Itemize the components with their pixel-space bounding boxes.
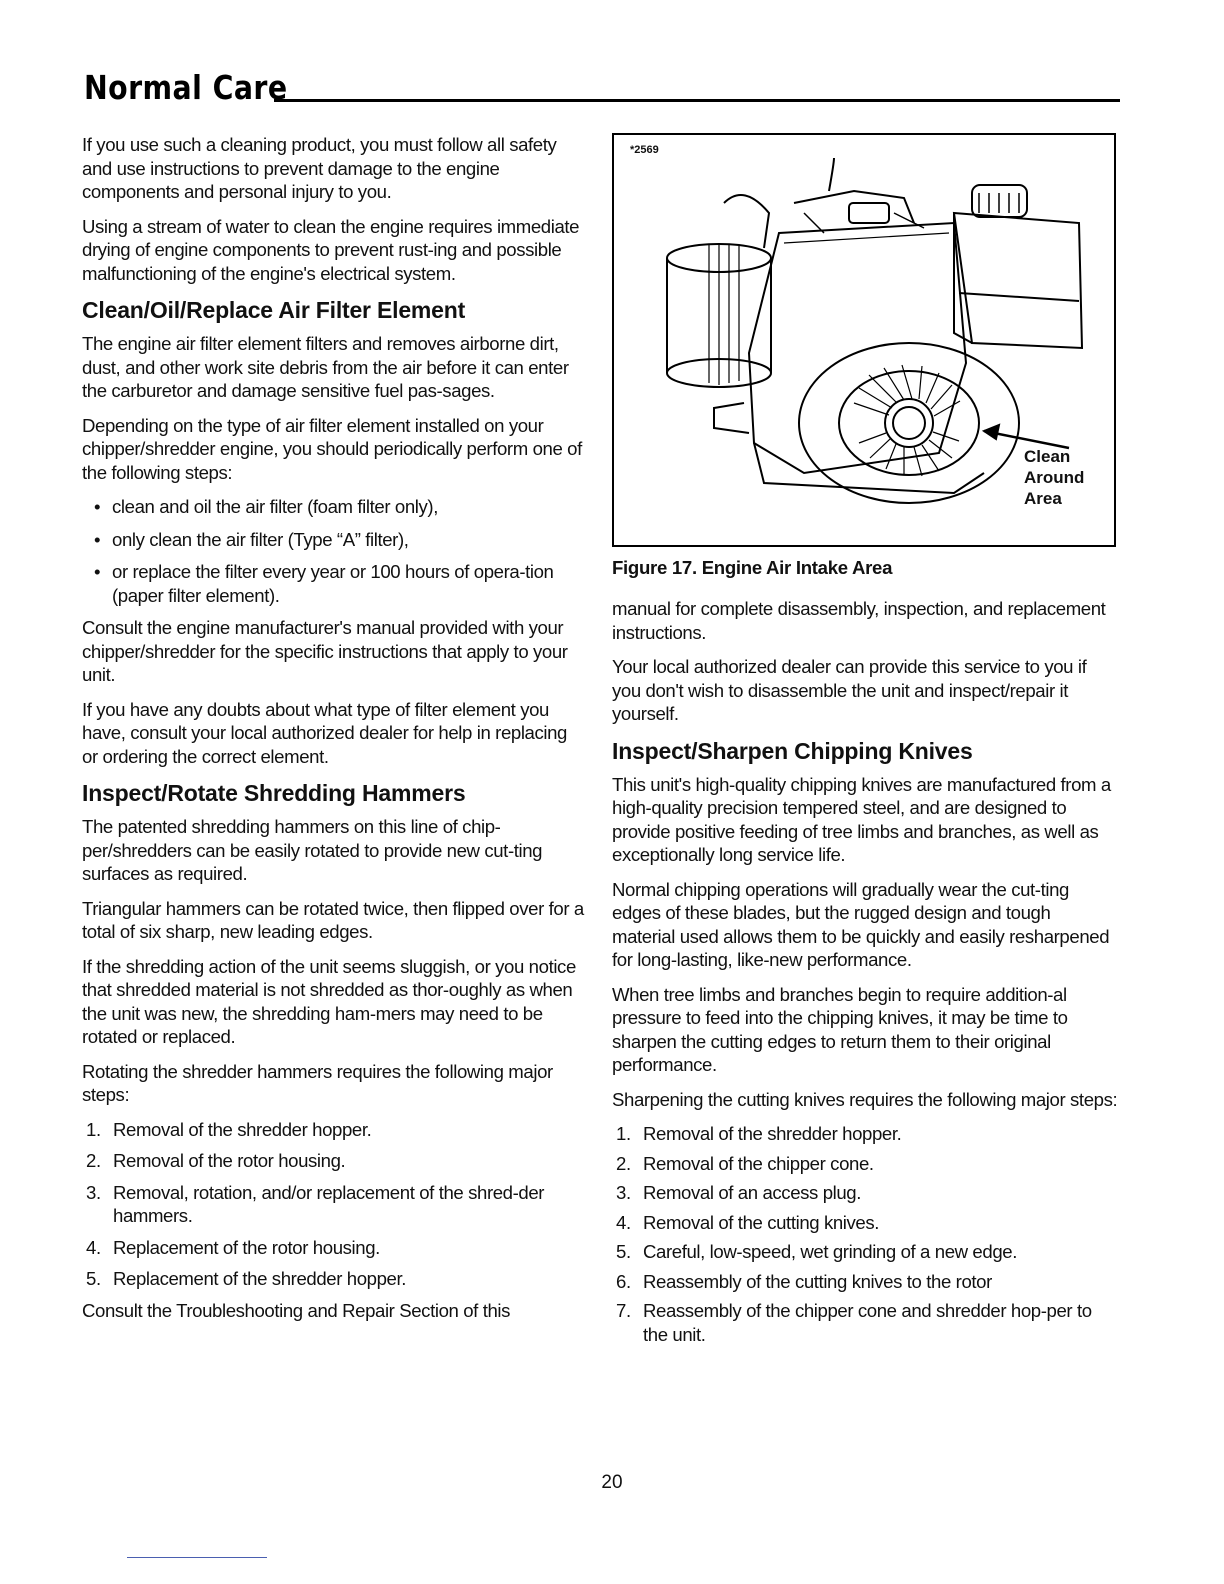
step-text: Removal of the chipper cone. — [643, 1152, 874, 1174]
page-header — [84, 68, 1120, 108]
list-item — [612, 1211, 1118, 1235]
list-item — [82, 495, 584, 519]
step-number: 3. — [616, 1182, 631, 1203]
step-number: 1. — [616, 1123, 631, 1144]
bullet-icon: • — [94, 496, 101, 517]
paragraph: Sharpening the cutting knives requires the following major steps: — [612, 1088, 1118, 1110]
step-text: Removal, rotation, and/or replacement of the shred-der hammers. — [113, 1181, 545, 1226]
step-text: Removal of the cutting knives. — [643, 1211, 880, 1233]
bullet-icon: • — [94, 561, 101, 582]
figure-caption: Figure 17. Engine Air Intake Area — [612, 557, 893, 578]
section-title: Normal Care — [84, 68, 288, 107]
paragraph: manual for complete disassembly, inspection, and replacement instructions. — [612, 598, 1106, 643]
step-number: 2. — [86, 1150, 101, 1171]
callout-line: Area — [1024, 489, 1062, 508]
paragraph: The engine air filter element filters and removes airborne dirt, dust, and other work site debris from the air before it can enter the carburetor and damage sensitive fuel pas-sages. — [82, 333, 569, 401]
list-item — [612, 1240, 1118, 1264]
step-number: 3. — [86, 1181, 101, 1203]
paragraph: Triangular hammers can be rotated twice, then flipped over for a total of six sharp, new leading edges. — [82, 897, 584, 942]
paragraph: The patented shredding hammers on this line of chip-per/shredders can be easily rotated to provide new cut-ting surfaces as required. — [82, 816, 543, 884]
paragraph: When tree limbs and branches begin to require addition-al pressure to feed into the chipping knives, it may be time to sharpen the cutting edges to return them to their original performance. — [612, 983, 1068, 1075]
step-text: Removal of the shredder hopper. — [643, 1123, 902, 1144]
figure-callout — [1024, 446, 1084, 509]
paragraph: Rotating the shredder hammers requires the following major steps: — [82, 1060, 553, 1105]
list-item — [82, 1149, 584, 1173]
bullet-icon: • — [94, 528, 101, 550]
list-item — [82, 1236, 584, 1260]
paragraph: This unit's high-quality chipping knives are manufactured from a high-quality precision tempered steel, and are designed to provide positive feeding of tree limbs and branches, as well as exceptionally long service life. — [612, 773, 1111, 865]
step-number: 7. — [616, 1300, 631, 1321]
step-number: 1. — [86, 1118, 101, 1140]
hammers-heading: Inspect/Rotate Shredding Hammers — [82, 780, 466, 806]
step-number: 6. — [616, 1270, 631, 1292]
callout-line: Clean — [1024, 447, 1071, 466]
list-item — [612, 1152, 1118, 1176]
step-text: Replacement of the rotor housing. — [113, 1236, 380, 1258]
step-text: Reassembly of the cutting knives to the rotor — [643, 1270, 992, 1292]
paragraph: If you have any doubts about what type of filter element you have, consult your local authorized dealer for help in replacing or ordering the correct element. — [82, 698, 568, 767]
footer-rule — [127, 1557, 267, 1558]
hammer-steps-list — [82, 1118, 584, 1291]
list-item — [612, 1299, 1118, 1346]
step-text: Careful, low-speed, wet grinding of a new edge. — [643, 1241, 1017, 1262]
list-item — [82, 528, 584, 552]
list-item-text: or replace the filter every year or 100 hours of opera-tion (paper filter element). — [112, 561, 554, 606]
header-rule — [274, 99, 1120, 102]
paragraph: Consult the engine manufacturer's manual provided with your chipper/shredder for the specific instructions that apply to your unit. — [82, 617, 568, 685]
list-item-text: clean and oil the air filter (foam filter only), — [112, 496, 438, 517]
list-item — [612, 1181, 1118, 1205]
paragraph: Consult the Troubleshooting and Repair Section of this — [82, 1299, 511, 1321]
air-filter-options-list — [82, 495, 584, 607]
step-number: 2. — [616, 1152, 631, 1174]
list-item — [82, 1267, 584, 1291]
callout-line: Around — [1024, 468, 1085, 487]
step-number: 4. — [86, 1236, 101, 1258]
intro-paragraph: Using a stream of water to clean the engine requires immediate drying of engine components to prevent rust-ing and possible malfunctioning of the engine's electrical system. — [82, 215, 580, 284]
paragraph: Depending on the type of air filter element installed on your chipper/shredder engine, you should periodically perform one of the following steps: — [82, 414, 582, 483]
list-item-text: only clean the air filter (Type “A” filter), — [112, 528, 409, 550]
step-text: Removal of the rotor housing. — [113, 1150, 346, 1171]
step-text: Removal of the shredder hopper. — [113, 1118, 372, 1140]
list-item — [82, 1118, 584, 1142]
right-column — [612, 133, 1118, 1354]
step-text: Removal of an access plug. — [643, 1182, 862, 1203]
step-number: 4. — [616, 1211, 631, 1233]
left-column — [82, 133, 584, 1333]
step-number: 5. — [616, 1241, 631, 1262]
knife-steps-list — [612, 1122, 1118, 1346]
list-item — [612, 1270, 1118, 1294]
step-text: Replacement of the shredder hopper. — [113, 1268, 406, 1289]
air-filter-heading: Clean/Oil/Replace Air Filter Element — [82, 297, 466, 323]
paragraph: Normal chipping operations will gradually wear the cut-ting edges of these blades, but the rugged design and tough material used allows them to be quickly and easily resharpened for long-lasting, like-new performance. — [612, 878, 1110, 970]
page-number: 20 — [601, 1472, 623, 1493]
knives-heading: Inspect/Sharpen Chipping Knives — [612, 737, 973, 764]
figure-id: *2569 — [630, 144, 659, 156]
engine-figure — [612, 133, 1116, 547]
list-item — [82, 1181, 584, 1228]
list-item — [82, 560, 584, 607]
paragraph: If the shredding action of the unit seems sluggish, or you notice that shredded material is not shredded as thor-oughly as when the unit was new, the shredding ham-mers may need to be rotated or replaced. — [82, 955, 576, 1047]
intro-paragraph: If you use such a cleaning product, you must follow all safety and use instructions to prevent damage to the engine components and personal injury to you. — [82, 134, 557, 202]
step-number: 5. — [86, 1268, 101, 1289]
list-item — [612, 1122, 1118, 1146]
paragraph: Your local authorized dealer can provide this service to you if you don't wish to disassemble the unit and inspect/repair it yourself. — [612, 656, 1087, 724]
step-text: Reassembly of the chipper cone and shredder hop-per to the unit. — [643, 1300, 1092, 1345]
